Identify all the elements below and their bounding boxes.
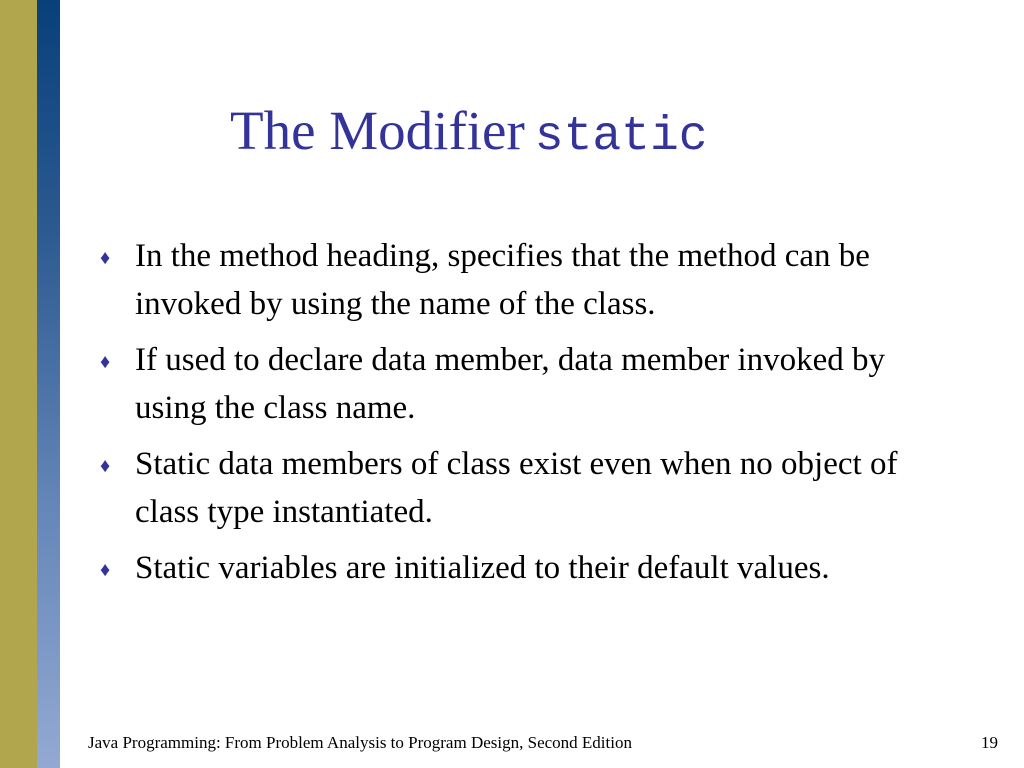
bullet-text: If used to declare data member, data member invoked by using the class name. xyxy=(135,342,886,426)
diamond-bullet-icon: ♦ xyxy=(100,247,111,269)
bullet-list xyxy=(100,232,920,600)
bullet-item xyxy=(100,440,920,536)
left-olive-accent-bar xyxy=(0,0,37,768)
bullet-text: Static variables are initialized to their default values. xyxy=(135,550,830,586)
page-number: 19 xyxy=(981,733,998,752)
diamond-bullet-icon: ♦ xyxy=(100,559,111,581)
left-blue-gradient-bar xyxy=(37,0,60,768)
diamond-bullet-icon: ♦ xyxy=(100,455,111,477)
bullet-text: Static data members of class exist even when no object of class type instantiated. xyxy=(135,446,898,530)
slide-title xyxy=(230,96,708,172)
bullet-item xyxy=(100,544,920,592)
diamond-bullet-icon: ♦ xyxy=(100,351,111,373)
bullet-text: In the method heading, specifies that the method can be invoked by using the name of the class. xyxy=(135,238,870,322)
footer-text: Java Programming: From Problem Analysis to Program Design, Second Edition xyxy=(88,733,632,752)
bullet-item xyxy=(100,336,920,432)
slide-title-code: static xyxy=(534,110,708,164)
slide-title-text: The Modifier xyxy=(230,100,525,161)
bullet-item xyxy=(100,232,920,328)
